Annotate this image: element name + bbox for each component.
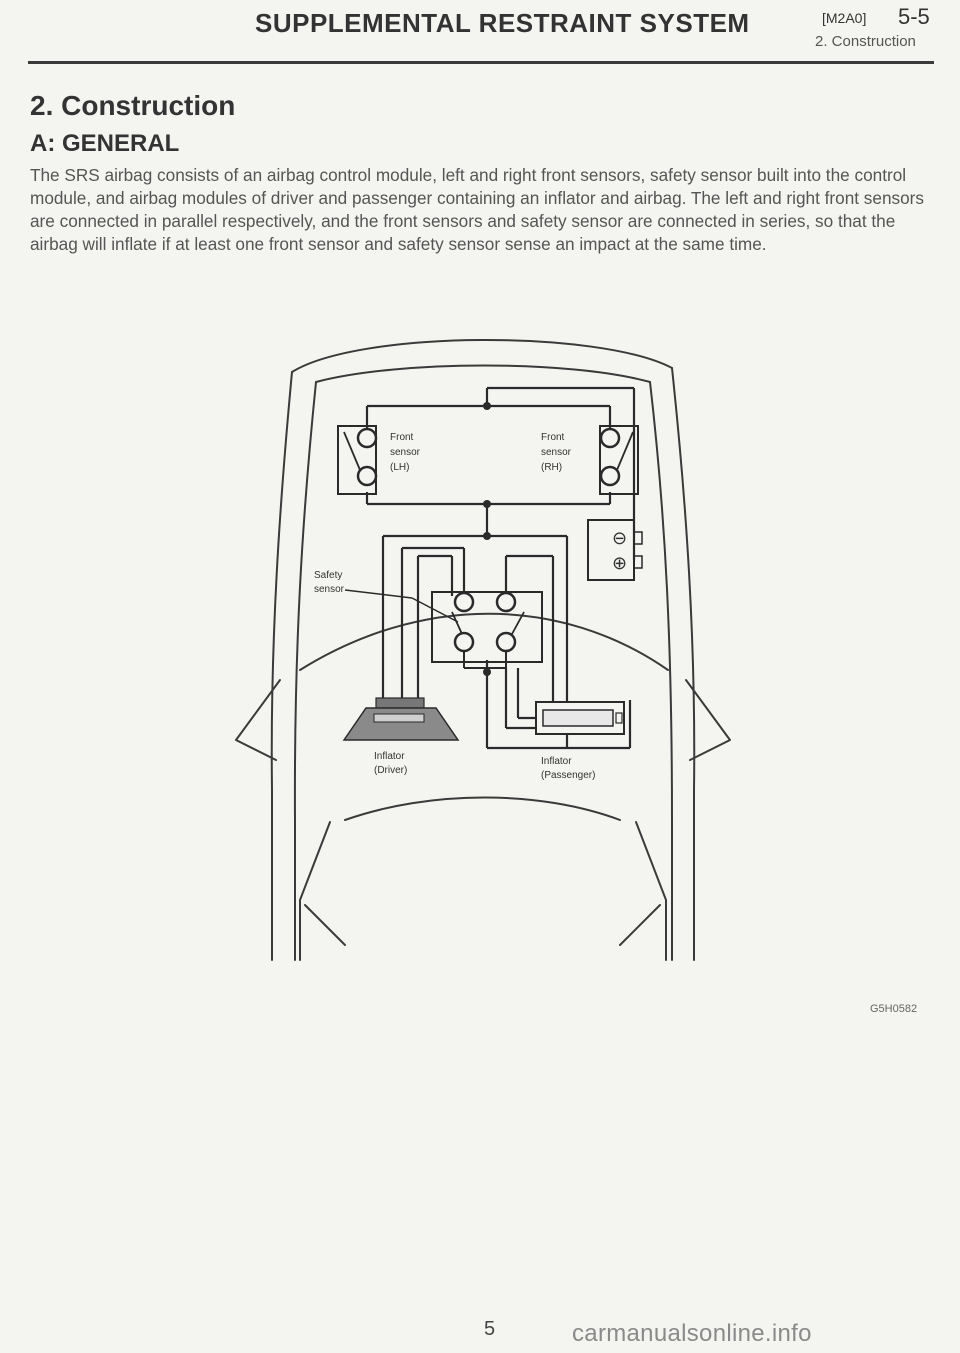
header-page-ref: 5-5 (898, 4, 930, 29)
inflator-driver-label-1: Inflator (374, 751, 405, 762)
front-sensor-lh (338, 426, 376, 494)
driver-inflator (344, 698, 458, 740)
header-title: SUPPLEMENTAL RESTRAINT SYSTEM (255, 8, 750, 38)
section-subtitle: A: GENERAL (30, 130, 180, 157)
front-sensor-rh-label-1: Front (541, 432, 565, 443)
front-sensor-lh-label-1: Front (390, 432, 414, 443)
front-sensor-rh (600, 426, 638, 494)
inflator-driver-label-2: (Driver) (374, 765, 408, 776)
front-sensor-lh-label-2: sensor (390, 447, 421, 458)
safety-sensor (345, 590, 542, 668)
inflator-passenger-label-1: Inflator (541, 756, 572, 767)
figure-id: G5H0582 (870, 1003, 918, 1015)
battery-plus-icon: ⊕ (612, 553, 628, 573)
body-paragraph: The SRS airbag consists of an airbag control module, left and right front sensors, safety sensor built into the control module, and airbag modules of driver and passenger containing an inflator and airbag. The left and right front sensors are connected in parallel respectively, and the front sensors and safety sensor are connected in series, so that the airbag will inflate if at least one front sensor and safety sensor sense an impact at the same time. (30, 165, 924, 254)
safety-sensor-label-1: Safety (314, 570, 343, 581)
inflator-passenger-label-2: (Passenger) (541, 770, 596, 781)
battery (588, 520, 642, 580)
front-sensor-lh-label-3: (LH) (390, 462, 410, 473)
header-subtitle: 2. Construction (815, 33, 916, 50)
battery-minus-icon: ⊖ (612, 528, 628, 548)
passenger-inflator (536, 702, 624, 734)
front-sensor-rh-label-2: sensor (541, 447, 572, 458)
vehicle-outline (236, 340, 730, 960)
header-code: [M2A0] (822, 10, 867, 26)
front-sensor-rh-label-3: (RH) (541, 462, 563, 473)
junction-dots (483, 402, 491, 676)
section-title: 2. Construction (30, 90, 236, 121)
safety-sensor-label-2: sensor (314, 584, 345, 595)
watermark: carmanualsonline.info (572, 1320, 812, 1347)
page-number: 5 (484, 1318, 496, 1340)
